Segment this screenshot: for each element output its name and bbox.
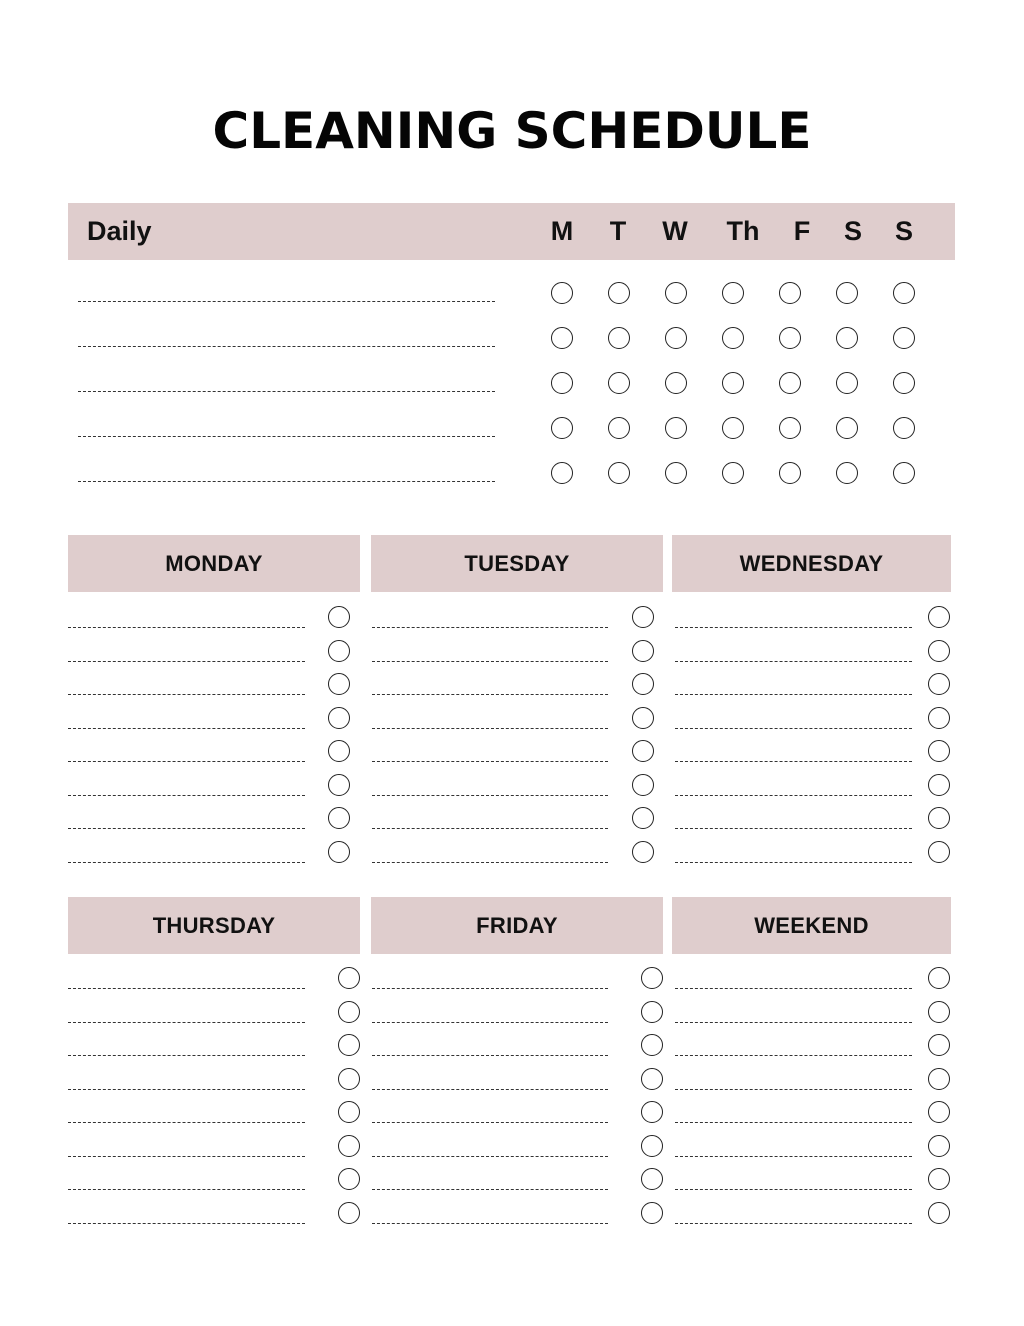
wednesday-checkbox-circle[interactable] xyxy=(928,774,950,796)
tuesday-checkbox-circle[interactable] xyxy=(632,807,654,829)
daily-task-line[interactable] xyxy=(78,481,495,482)
daily-checkbox-circle[interactable] xyxy=(893,462,915,484)
wednesday-task-line[interactable] xyxy=(675,694,912,695)
thursday-task-line[interactable] xyxy=(68,1122,305,1123)
daily-checkbox-circle[interactable] xyxy=(779,372,801,394)
wednesday-task-line[interactable] xyxy=(675,661,912,662)
daily-checkbox-circle[interactable] xyxy=(893,417,915,439)
thursday-checkbox-circle[interactable] xyxy=(338,1001,360,1023)
thursday-task-line[interactable] xyxy=(68,1223,305,1224)
wednesday-checkbox-circle[interactable] xyxy=(928,606,950,628)
daily-header-bar xyxy=(68,203,955,260)
wednesday-task-line[interactable] xyxy=(675,761,912,762)
daily-checkbox-circle[interactable] xyxy=(551,282,573,304)
friday-task-line[interactable] xyxy=(372,1189,608,1190)
weekend-checkbox-circle[interactable] xyxy=(928,967,950,989)
friday-checkbox-circle[interactable] xyxy=(641,1202,663,1224)
daily-task-line[interactable] xyxy=(78,391,495,392)
daily-checkbox-circle[interactable] xyxy=(779,282,801,304)
thursday-checkbox-circle[interactable] xyxy=(338,1202,360,1224)
daily-checkbox-circle[interactable] xyxy=(722,462,744,484)
friday-checkbox-circle[interactable] xyxy=(641,1001,663,1023)
weekend-task-line[interactable] xyxy=(675,988,912,989)
daily-checkbox-circle[interactable] xyxy=(779,417,801,439)
monday-task-line[interactable] xyxy=(68,862,305,863)
monday-header: MONDAY xyxy=(68,535,360,592)
wednesday-checkbox-circle[interactable] xyxy=(928,640,950,662)
tuesday-checkbox-circle[interactable] xyxy=(632,740,654,762)
daily-checkbox-circle[interactable] xyxy=(608,417,630,439)
daily-day-saturday: S xyxy=(843,216,862,246)
daily-checkbox-circle[interactable] xyxy=(722,417,744,439)
tuesday-task-line[interactable] xyxy=(372,761,608,762)
daily-task-line[interactable] xyxy=(78,346,495,347)
tuesday-task-line[interactable] xyxy=(372,661,608,662)
thursday-checkbox-circle[interactable] xyxy=(338,1101,360,1123)
daily-checkbox-circle[interactable] xyxy=(665,282,687,304)
monday-task-line[interactable] xyxy=(68,694,305,695)
friday-task-line[interactable] xyxy=(372,1156,608,1157)
weekend-task-line[interactable] xyxy=(675,1055,912,1056)
daily-checkbox-circle[interactable] xyxy=(551,462,573,484)
daily-checkbox-circle[interactable] xyxy=(779,327,801,349)
daily-checkbox-circle[interactable] xyxy=(836,282,858,304)
thursday-task-line[interactable] xyxy=(68,1156,305,1157)
friday-task-line[interactable] xyxy=(372,1089,608,1090)
wednesday-checkbox-circle[interactable] xyxy=(928,807,950,829)
wednesday-task-line[interactable] xyxy=(675,795,912,796)
monday-task-line[interactable] xyxy=(68,627,305,628)
tuesday-task-line[interactable] xyxy=(372,694,608,695)
daily-checkbox-circle[interactable] xyxy=(608,462,630,484)
monday-checkbox-circle[interactable] xyxy=(328,673,350,695)
friday-task-line[interactable] xyxy=(372,1223,608,1224)
friday-task-line[interactable] xyxy=(372,1022,608,1023)
daily-checkbox-circle[interactable] xyxy=(722,372,744,394)
monday-task-line[interactable] xyxy=(68,728,305,729)
daily-day-friday: F xyxy=(793,216,811,246)
friday-checkbox-circle[interactable] xyxy=(641,1168,663,1190)
friday-checkbox-circle[interactable] xyxy=(641,1101,663,1123)
tuesday-checkbox-circle[interactable] xyxy=(632,774,654,796)
weekend-checkbox-circle[interactable] xyxy=(928,1001,950,1023)
daily-checkbox-circle[interactable] xyxy=(779,462,801,484)
friday-header: FRIDAY xyxy=(371,897,663,954)
daily-day-tuesday: T xyxy=(609,216,627,246)
daily-day-wednesday: W xyxy=(662,216,688,246)
wednesday-task-line[interactable] xyxy=(675,828,912,829)
daily-checkbox-circle[interactable] xyxy=(722,282,744,304)
thursday-checkbox-circle[interactable] xyxy=(338,1135,360,1157)
daily-checkbox-circle[interactable] xyxy=(836,372,858,394)
daily-day-sunday: S xyxy=(894,216,913,246)
thursday-checkbox-circle[interactable] xyxy=(338,967,360,989)
daily-checkbox-circle[interactable] xyxy=(551,327,573,349)
wednesday-header: WEDNESDAY xyxy=(672,535,951,592)
wednesday-task-line[interactable] xyxy=(675,862,912,863)
thursday-task-line[interactable] xyxy=(68,1189,305,1190)
monday-task-line[interactable] xyxy=(68,661,305,662)
thursday-header: THURSDAY xyxy=(68,897,360,954)
monday-checkbox-circle[interactable] xyxy=(328,740,350,762)
daily-checkbox-circle[interactable] xyxy=(893,282,915,304)
daily-checkbox-circle[interactable] xyxy=(665,417,687,439)
daily-checkbox-circle[interactable] xyxy=(551,417,573,439)
thursday-task-line[interactable] xyxy=(68,1022,305,1023)
daily-checkbox-circle[interactable] xyxy=(836,327,858,349)
weekend-task-line[interactable] xyxy=(675,1089,912,1090)
daily-checkbox-circle[interactable] xyxy=(893,327,915,349)
daily-day-monday: M xyxy=(550,216,574,246)
weekend-checkbox-circle[interactable] xyxy=(928,1034,950,1056)
daily-checkbox-circle[interactable] xyxy=(608,282,630,304)
daily-checkbox-circle[interactable] xyxy=(722,327,744,349)
daily-checkbox-circle[interactable] xyxy=(608,327,630,349)
thursday-checkbox-circle[interactable] xyxy=(338,1168,360,1190)
monday-task-line[interactable] xyxy=(68,828,305,829)
weekend-checkbox-circle[interactable] xyxy=(928,1202,950,1224)
wednesday-task-line[interactable] xyxy=(675,728,912,729)
friday-task-line[interactable] xyxy=(372,1122,608,1123)
thursday-checkbox-circle[interactable] xyxy=(338,1034,360,1056)
weekend-header: WEEKEND xyxy=(672,897,951,954)
monday-checkbox-circle[interactable] xyxy=(328,707,350,729)
weekend-task-line[interactable] xyxy=(675,1156,912,1157)
weekend-task-line[interactable] xyxy=(675,1189,912,1190)
monday-checkbox-circle[interactable] xyxy=(328,640,350,662)
daily-checkbox-circle[interactable] xyxy=(665,462,687,484)
wednesday-checkbox-circle[interactable] xyxy=(928,673,950,695)
daily-checkbox-circle[interactable] xyxy=(665,327,687,349)
weekend-task-line[interactable] xyxy=(675,1223,912,1224)
weekend-checkbox-circle[interactable] xyxy=(928,1168,950,1190)
friday-task-line[interactable] xyxy=(372,1055,608,1056)
daily-checkbox-circle[interactable] xyxy=(665,372,687,394)
thursday-task-line[interactable] xyxy=(68,1055,305,1056)
thursday-checkbox-circle[interactable] xyxy=(338,1068,360,1090)
tuesday-checkbox-circle[interactable] xyxy=(632,841,654,863)
daily-checkbox-circle[interactable] xyxy=(836,417,858,439)
tuesday-task-line[interactable] xyxy=(372,728,608,729)
daily-day-thursday: Th xyxy=(726,216,760,246)
weekend-checkbox-circle[interactable] xyxy=(928,1101,950,1123)
friday-checkbox-circle[interactable] xyxy=(641,1034,663,1056)
friday-checkbox-circle[interactable] xyxy=(641,1135,663,1157)
daily-checkbox-circle[interactable] xyxy=(608,372,630,394)
daily-task-line[interactable] xyxy=(78,301,495,302)
weekend-checkbox-circle[interactable] xyxy=(928,1135,950,1157)
wednesday-checkbox-circle[interactable] xyxy=(928,841,950,863)
monday-checkbox-circle[interactable] xyxy=(328,807,350,829)
friday-checkbox-circle[interactable] xyxy=(641,1068,663,1090)
tuesday-checkbox-circle[interactable] xyxy=(632,640,654,662)
thursday-task-line[interactable] xyxy=(68,988,305,989)
wednesday-task-line[interactable] xyxy=(675,627,912,628)
thursday-task-line[interactable] xyxy=(68,1089,305,1090)
daily-checkbox-circle[interactable] xyxy=(551,372,573,394)
weekend-task-line[interactable] xyxy=(675,1122,912,1123)
tuesday-task-line[interactable] xyxy=(372,795,608,796)
wednesday-checkbox-circle[interactable] xyxy=(928,707,950,729)
page-title: CLEANING SCHEDULE xyxy=(212,102,812,160)
friday-checkbox-circle[interactable] xyxy=(641,967,663,989)
monday-checkbox-circle[interactable] xyxy=(328,774,350,796)
wednesday-checkbox-circle[interactable] xyxy=(928,740,950,762)
tuesday-checkbox-circle[interactable] xyxy=(632,606,654,628)
monday-checkbox-circle[interactable] xyxy=(328,606,350,628)
daily-checkbox-circle[interactable] xyxy=(836,462,858,484)
monday-checkbox-circle[interactable] xyxy=(328,841,350,863)
weekend-checkbox-circle[interactable] xyxy=(928,1068,950,1090)
tuesday-checkbox-circle[interactable] xyxy=(632,673,654,695)
daily-label: Daily xyxy=(87,216,152,246)
tuesday-task-line[interactable] xyxy=(372,627,608,628)
weekend-task-line[interactable] xyxy=(675,1022,912,1023)
tuesday-checkbox-circle[interactable] xyxy=(632,707,654,729)
monday-task-line[interactable] xyxy=(68,795,305,796)
tuesday-task-line[interactable] xyxy=(372,862,608,863)
daily-checkbox-circle[interactable] xyxy=(893,372,915,394)
tuesday-task-line[interactable] xyxy=(372,828,608,829)
daily-task-line[interactable] xyxy=(78,436,495,437)
monday-task-line[interactable] xyxy=(68,761,305,762)
tuesday-header: TUESDAY xyxy=(371,535,663,592)
friday-task-line[interactable] xyxy=(372,988,608,989)
